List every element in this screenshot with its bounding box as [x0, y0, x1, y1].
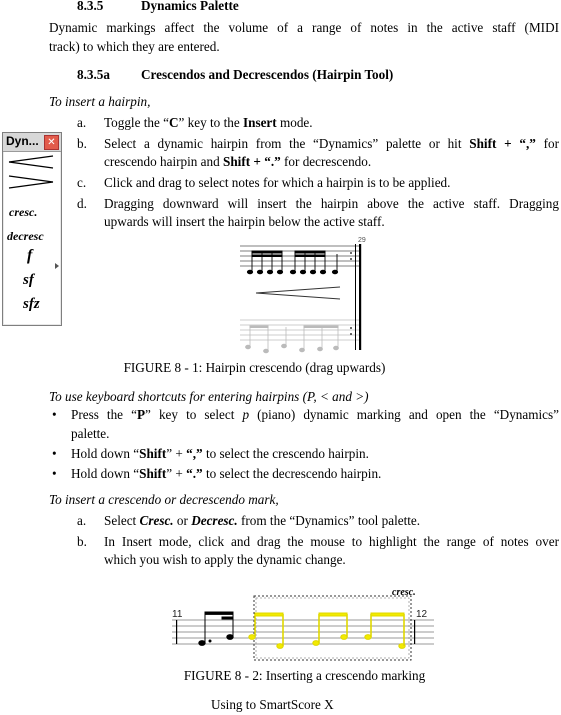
list-marker-c: c.	[77, 175, 87, 190]
palette-sforzando[interactable]: sf	[23, 272, 34, 288]
figure1-caption: FIGURE 8 - 1: Hairpin crescendo (drag upwards)	[123, 360, 386, 375]
list-item-c: Click and drag to select notes for which a hairpin is to be applied.	[104, 175, 451, 190]
figure2-score	[168, 586, 440, 668]
submenu-arrow-icon[interactable]	[55, 263, 59, 269]
figure2-cresc-label: cresc.	[392, 587, 416, 598]
close-icon[interactable]: ✕	[44, 135, 59, 150]
mark-item-a: Select Cresc. or Decresc. from the “Dynamics” tool palette.	[104, 513, 421, 528]
list-item-a: Toggle the “C” key to the Insert mode.	[104, 115, 313, 130]
decrescendo-hairpin-icon[interactable]	[9, 176, 53, 188]
shortcut-item-1-line2: palette.	[71, 426, 110, 441]
insert-hairpin-intro: To insert a hairpin,	[49, 94, 151, 109]
bullet-1: •	[52, 407, 57, 422]
figure1-score	[236, 232, 372, 356]
palette-forte[interactable]: f	[27, 247, 33, 264]
hairpin-tools	[3, 152, 61, 192]
selection-box[interactable]	[254, 596, 411, 660]
figure1-measure-number: 29	[358, 237, 366, 244]
hairpin-crescendo	[256, 287, 340, 299]
section-number-835a: 8.3.5a	[77, 67, 110, 82]
crescendo-hairpin-icon[interactable]	[9, 156, 53, 168]
list-marker-a: a.	[77, 115, 87, 130]
palette-cresc[interactable]: cresc.	[9, 205, 38, 219]
mark-item-b-line2: which you wish to apply the dynamic change.	[104, 552, 346, 567]
mark-item-b-line1: In Insert mode, click and drag the mouse to highlight the range of notes over	[104, 534, 559, 549]
insert-mark-intro: To insert a crescendo or decrescendo mark,	[49, 492, 279, 507]
list-item-b-line1: Select a dynamic hairpin from the “Dynamics” palette or hit Shift + “,” for	[104, 136, 559, 151]
list-item-d-line1: Dragging downward will insert the hairpin above the active staff. Dragging	[104, 196, 559, 211]
palette-sforzato[interactable]: sfz	[23, 296, 40, 312]
palette-title: Dyn...	[6, 134, 39, 148]
shortcuts-intro: To use keyboard shortcuts for entering hairpins (P, < and >)	[49, 389, 369, 404]
palette-titlebar[interactable]	[3, 133, 61, 152]
list-marker-b: b.	[77, 136, 87, 151]
page-footer: Using to SmartScore X	[211, 697, 334, 712]
shortcut-item-1-line1: Press the “P” key to select p (piano) dynamic marking and open the “Dynamics”	[71, 407, 560, 422]
list-item-d-line2: upwards will insert the hairpin below the active staff.	[104, 214, 385, 229]
list-marker-d: d.	[77, 196, 87, 211]
palette-decresc[interactable]: decresc	[7, 229, 44, 243]
shortcut-item-2: Hold down “Shift” + “,” to select the crescendo hairpin.	[71, 446, 369, 461]
bullet-2: •	[52, 446, 57, 461]
dynamics-palette[interactable]	[2, 132, 62, 326]
bullet-3: •	[52, 466, 57, 481]
figure2-measure-left: 11	[172, 609, 183, 620]
figure2-caption: FIGURE 8 - 2: Inserting a crescendo marking	[183, 668, 426, 683]
mark-marker-a: a.	[77, 513, 87, 528]
figure2-measure-right: 12	[416, 609, 428, 620]
section-title-835: Dynamics Palette	[141, 0, 239, 13]
section-number-835: 8.3.5	[77, 0, 104, 13]
list-item-b-line2: crescendo hairpin and Shift + “.” for decrescendo.	[104, 154, 372, 169]
dynamics-para-line2: track) to which they are entered.	[49, 39, 220, 54]
dynamics-para-line1: Dynamic markings affect the volume of a range of notes in the active staff (MIDI	[49, 20, 559, 35]
mark-marker-b: b.	[77, 534, 87, 549]
shortcut-item-3: Hold down “Shift” + “.” to select the decrescendo hairpin.	[71, 466, 382, 481]
section-title-835a: Crescendos and Decrescendos (Hairpin Tool)	[141, 67, 394, 82]
